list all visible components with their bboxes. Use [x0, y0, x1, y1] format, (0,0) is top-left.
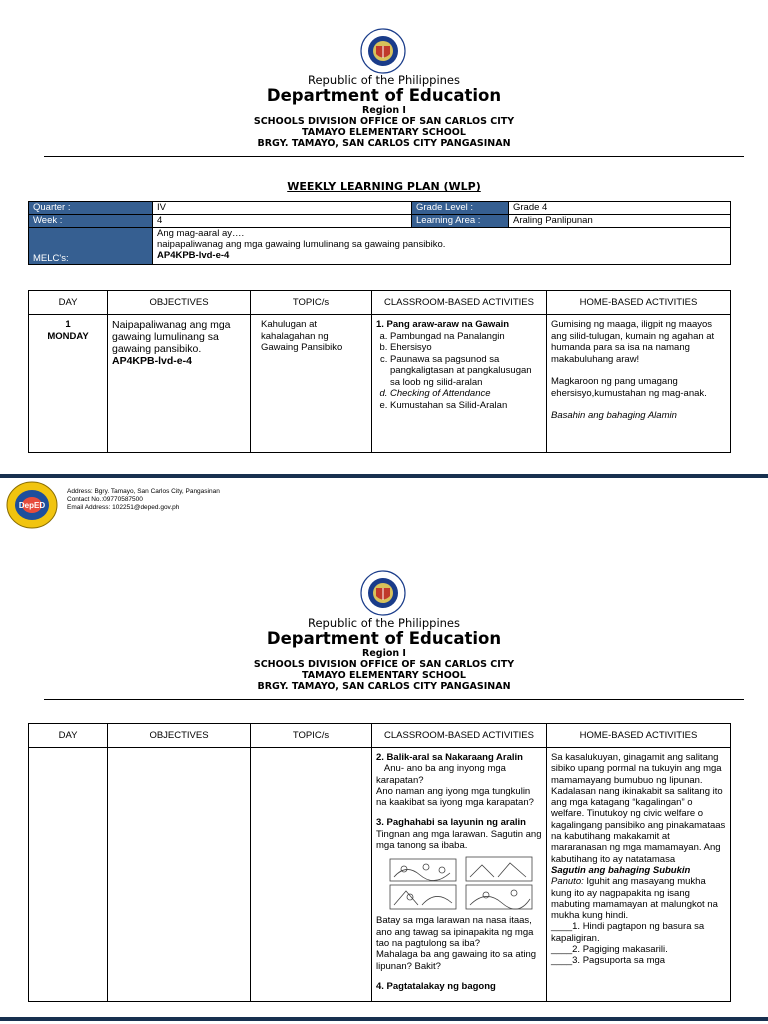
home-cell — [547, 748, 731, 1002]
col-objectives: OBJECTIVES — [108, 291, 251, 315]
deped-division-logo-icon — [6, 481, 58, 529]
review-question: Ano naman ang iyong mga tungkulin na kaakibat sa iyong mga karapatan? — [376, 785, 534, 809]
republic-line: Republic of the Philippines — [307, 616, 461, 630]
classroom-list — [376, 331, 542, 412]
footer-rule — [0, 1017, 768, 1021]
home-paragraph: Sa kasalukuyan, ginagamit ang salitang sibiko upang pormal na tukuyin ang mga mamamayang bumubuo ng lipunan. Kadalasan nang ikinakabit sa salitang ito ang mga katagang “kagalingan” o welfare. Tinutukoy ng civic welfare o kagalingang pansibiko ang pinakamataas na kabutihang makakamit at mararanasan ng mga mamamayan. Ang kabutihang ito ay natatamasa — [551, 752, 726, 865]
panuto-text: Iguhit ang masayang mukha kung ito ay nagpapakita ng isang mabuting mamamayan at malungkot na mukha kung hindi. — [551, 876, 718, 922]
melc-cell — [153, 228, 731, 265]
community-sketch-icon — [386, 855, 536, 911]
school-address-line: BRGY. TAMAYO, SAN CARLOS CITY PANGASINAN — [257, 138, 511, 149]
region-line: Region I — [362, 105, 406, 116]
home-instruction: Basahin ang bahaging Alamin — [551, 410, 677, 421]
home-heading: Sagutin ang bahaging Subukin — [551, 864, 691, 876]
grade-label: Grade Level : — [412, 202, 509, 215]
melc-text: naipapaliwanag ang mga gawaing lumulinang sa gawaing pansibiko. — [157, 239, 446, 250]
col-home: HOME-BASED ACTIVITIES — [547, 291, 731, 315]
question-text: Batay sa mga larawan na nasa itaas, ano ang tawag sa ipinapakita ng mga tao na pagtulong sa iba? — [376, 915, 534, 949]
objective-cell — [108, 748, 251, 1002]
day-number: 1 — [65, 319, 71, 330]
list-item: c. Paunawa sa pagsunod sa pangkaligtasan at pangkalusugan sa loob ng silid-aralan — [390, 354, 542, 389]
classroom-cell — [372, 315, 547, 453]
footer-rule — [0, 474, 768, 478]
review-question: Anu- ano ba ang inyong mga karapatan? — [376, 763, 509, 786]
col-objectives: OBJECTIVES — [108, 724, 251, 748]
header-divider — [44, 156, 744, 157]
footer-address: Address: Bgry. Tamayo, San Carlos City, Pangasinan — [67, 488, 220, 495]
section-title: 3. Paghahabi sa layunin ng aralin — [376, 817, 526, 829]
division-line: SCHOOLS DIVISION OFFICE OF SAN CARLOS CITY — [253, 659, 515, 670]
day-name: MONDAY — [47, 330, 89, 342]
melc-code: AP4KPB-lvd-e-4 — [157, 250, 230, 261]
list-item: d. Checking of Attendance — [390, 388, 542, 400]
topic-cell — [251, 748, 372, 1002]
section-title: 2. Balik-aral sa Nakaraang Aralin — [376, 752, 523, 763]
instruction-text: Tingnan ang mga larawan. Sagutin ang mga tanong sa ibaba. — [376, 828, 542, 852]
section-title: 4. Pagtatalakay ng bagong — [376, 980, 496, 992]
topic-cell — [251, 315, 372, 453]
school-line: TAMAYO ELEMENTARY SCHOOL — [302, 670, 466, 681]
department-name: Department of Education — [266, 86, 502, 105]
svg-text:DepED: DepED — [18, 501, 46, 510]
area-label: Learning Area : — [412, 215, 509, 228]
grade-value: Grade 4 — [509, 202, 731, 215]
col-topics: TOPIC/s — [251, 724, 372, 748]
school-line: TAMAYO ELEMENTARY SCHOOL — [302, 127, 466, 138]
home-cell — [547, 315, 731, 453]
quarter-value: IV — [153, 202, 412, 215]
classroom-title: 1. Pang araw-araw na Gawain — [376, 319, 510, 330]
region-line: Region I — [362, 648, 406, 659]
question-text: Mahalaga ba ang gawaing ito sa ating lipunan? Bakit? — [376, 949, 537, 972]
republic-line: Republic of the Philippines — [307, 73, 461, 87]
home-item: ____2. Pagiging makasarili. — [551, 944, 668, 956]
col-day: DAY — [29, 724, 108, 748]
home-instructions — [551, 876, 726, 921]
info-table — [28, 201, 731, 265]
footer-contact: Contact No.:09770587500 — [67, 496, 143, 503]
col-home: HOME-BASED ACTIVITIES — [547, 724, 731, 748]
plan-table-2 — [28, 723, 731, 1002]
plan-table-1 — [28, 290, 731, 453]
deped-seal-icon — [360, 28, 406, 74]
week-label: Week : — [29, 215, 153, 228]
objective-code: AP4KPB-lvd-e-4 — [112, 355, 192, 367]
division-line: SCHOOLS DIVISION OFFICE OF SAN CARLOS CITY — [253, 116, 515, 127]
col-classroom: CLASSROOM-BASED ACTIVITIES — [372, 724, 547, 748]
day-cell — [29, 748, 108, 1002]
week-value: 4 — [153, 215, 412, 228]
department-name: Department of Education — [266, 629, 502, 648]
day-cell — [29, 315, 108, 453]
school-address-line: BRGY. TAMAYO, SAN CARLOS CITY PANGASINAN — [257, 681, 511, 692]
page-title: WEEKLY LEARNING PLAN (WLP) — [287, 180, 481, 193]
area-value: Araling Panlipunan — [509, 215, 731, 228]
col-classroom: CLASSROOM-BASED ACTIVITIES — [372, 291, 547, 315]
home-item: ____3. Pagsuporta sa mga — [551, 955, 666, 967]
melc-label: MELC's: — [29, 228, 153, 265]
topic-text: Kahulugan at kahalagahan ng Gawaing Pansibiko — [261, 319, 343, 353]
list-item: a. Pambungad na Panalangin — [390, 331, 542, 343]
list-item: b. Ehersisyo — [390, 342, 542, 354]
home-paragraph: Magkaroon ng pang umagang ehersisyo,kumustahan ng mag-anak. — [551, 376, 707, 399]
list-item: e. Kumustahan sa Silid-Aralan — [390, 400, 542, 412]
col-topics: TOPIC/s — [251, 291, 372, 315]
quarter-label: Quarter : — [29, 202, 153, 215]
melc-intro: Ang mag-aaral ay…. — [157, 228, 245, 239]
header-divider — [44, 699, 744, 700]
home-paragraph: Gumising ng maaga, iligpit ng maayos ang silid-tulugan, kumain ng agahan at humanda para sa isa na namang makabuluhang araw! — [551, 319, 715, 365]
deped-seal-icon — [360, 570, 406, 616]
home-item: ____1. Hindi pagtapon ng basura sa kapaligiran. — [551, 921, 705, 944]
footer-email: Email Address: 102251@deped.gov.ph — [67, 504, 180, 511]
classroom-cell — [372, 748, 547, 1002]
objective-text: Naipapaliwanag ang mga gawaing lumulinang sa gawaing pansibiko. — [112, 319, 231, 355]
col-day: DAY — [29, 291, 108, 315]
footer-address-block — [67, 488, 220, 512]
objective-cell — [108, 315, 251, 453]
panuto-label: Panuto: — [551, 876, 584, 888]
